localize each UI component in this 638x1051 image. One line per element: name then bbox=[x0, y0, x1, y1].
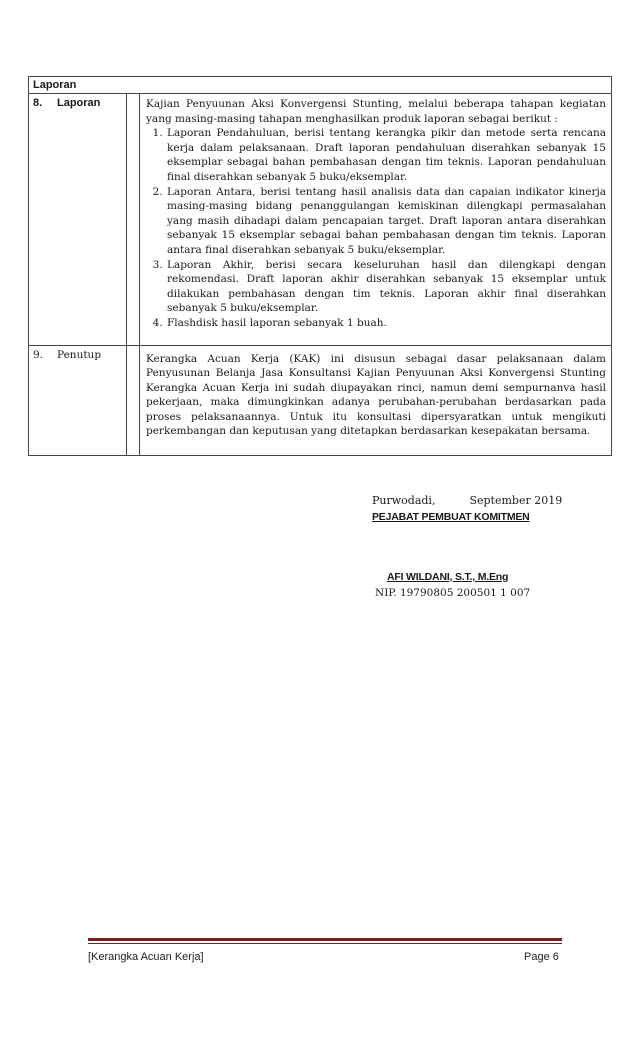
spacer-cell bbox=[127, 345, 140, 456]
list-item: 2. Laporan Antara, berisi tentang hasil analisis data dan capaian indikator kinerja masing-masing bidang penanggulangan kemiskinan dilengkapi permasalahan yang masih dihadapi dalam pencapaian target. Draft laporan antara diserahkan sebanyak 15 eksemplar sebagai bahan pembahasan dengan tim teknis. Laporan antara final diserahkan sebanyak 5 buku/eksemplar. bbox=[166, 185, 606, 258]
signatory-name: AFI WILDANI, S.T., M.Eng bbox=[387, 571, 509, 583]
row-label-cell bbox=[29, 345, 127, 456]
signature-date: September 2019 bbox=[469, 494, 563, 507]
signature-role: PEJABAT PEMBUAT KOMITMEN bbox=[372, 511, 530, 523]
list-item: 3. Laporan Akhir, berisi secara keseluruhan hasil dan dilengkapi dengan rekomendasi. Draft laporan akhir diserahkan sebanyak 15 eksemplar untuk dilakukan pembahasan dengan tim teknis. Laporan akhir final diserahkan sebanyak 5 buku/eksemplar. bbox=[166, 258, 606, 316]
footer-rule-thin bbox=[88, 943, 562, 944]
row-content-cell bbox=[140, 345, 612, 456]
footer-rule bbox=[88, 938, 562, 941]
content-table bbox=[28, 76, 612, 456]
signature-place-date bbox=[372, 494, 562, 508]
row-label-cell bbox=[29, 94, 127, 346]
row-content-cell bbox=[140, 94, 612, 346]
row-number: 9. bbox=[33, 348, 44, 361]
spacer-cell bbox=[127, 94, 140, 346]
footer-document-title: [Kerangka Acuan Kerja] bbox=[88, 951, 204, 963]
signatory-nip: NIP. 19790805 200501 1 007 bbox=[375, 587, 531, 599]
row-label: Laporan bbox=[57, 97, 101, 109]
laporan-list bbox=[146, 126, 606, 330]
footer-page-number: Page 6 bbox=[524, 951, 559, 963]
penutup-text: Kerangka Acuan Kerja (KAK) ini disusun sebagai dasar pelaksanaan dalam Penyusunan Belanja Jasa Konsultansi Kajian Penyuunan Aksi Konvergensi Stunting Kerangka Acuan Kerja ini sudah diupayakan rinci, namun demi sempurnanva hasil pekerjaan, maka dimungkinkan adanya perubahan-perubahan berdasarkan pada proses pelaksanaannya. Untuk itu konsultasi dipersyaratkan untuk mengikuti perkembangan dan keputusan yang ditetapkan berdasarkan kesepakatan bersama. bbox=[146, 352, 606, 438]
laporan-intro: Kajian Penyuunan Aksi Konvergensi Stunting, melalui beberapa tahapan kegiatan yang masing-masing tahapan menghasilkan produk laporan sebagai berikut : bbox=[146, 98, 606, 125]
list-item: 1. Laporan Pendahuluan, berisi tentang kerangka pikir dan metode serta rencana kerja dalam pelaksanaan. Draft laporan pendahuluan diserahkan sebanyak 15 eksemplar sebagai bahan pembahasan dengan tim teknis. Laporan pendahuluan final diserahkan sebanyak 5 buku/eksemplar. bbox=[166, 126, 606, 184]
signature-place: Purwodadi, bbox=[372, 494, 436, 507]
table-row bbox=[29, 94, 612, 346]
list-item: 4. Flashdisk hasil laporan sebanyak 1 buah. bbox=[166, 316, 606, 331]
row-label: Penutup bbox=[57, 348, 102, 361]
section-heading-row bbox=[29, 77, 612, 94]
table-row bbox=[29, 345, 612, 456]
row-number: 8. bbox=[33, 97, 43, 109]
section-heading: Laporan bbox=[29, 77, 612, 94]
